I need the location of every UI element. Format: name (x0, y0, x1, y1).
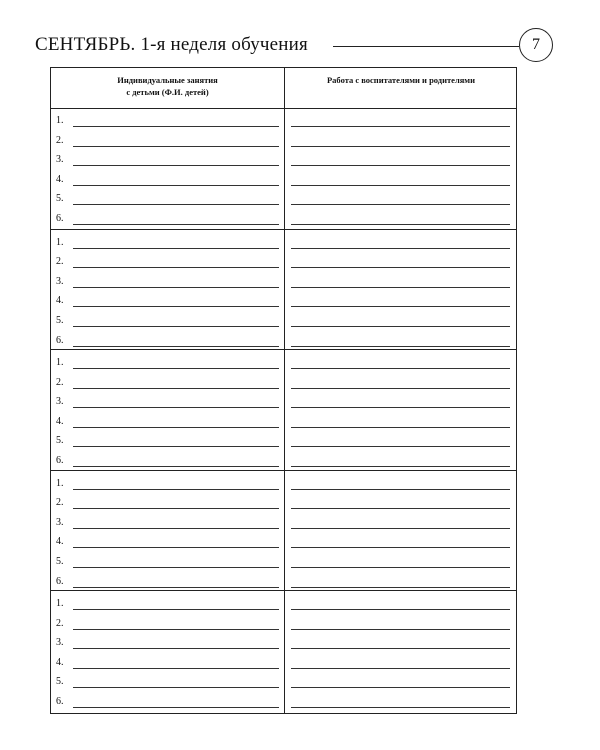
child-name-line[interactable] (73, 407, 279, 408)
child-name-line[interactable] (73, 547, 279, 548)
row-number: 5. (56, 435, 64, 447)
row-number: 5. (56, 555, 64, 567)
work-note-line[interactable] (291, 587, 510, 588)
child-name-line[interactable] (73, 687, 279, 688)
child-name-line[interactable] (73, 388, 279, 389)
work-note-line[interactable] (291, 648, 510, 649)
work-note-line[interactable] (291, 687, 510, 688)
child-name-line[interactable] (73, 567, 279, 568)
work-note-line[interactable] (291, 528, 510, 529)
work-note-line[interactable] (291, 224, 510, 225)
child-name-line[interactable] (73, 185, 279, 186)
row-number: 3. (56, 516, 64, 528)
child-name-line[interactable] (73, 466, 279, 467)
row-number: 1. (56, 236, 64, 248)
row-number: 2. (56, 134, 64, 146)
child-name-line[interactable] (73, 427, 279, 428)
child-name-line[interactable] (73, 446, 279, 447)
row-number: 4. (56, 536, 64, 548)
child-name-line[interactable] (73, 528, 279, 529)
row-number: 2. (56, 497, 64, 509)
row-number: 5. (56, 193, 64, 205)
child-name-line[interactable] (73, 368, 279, 369)
row-number: 4. (56, 295, 64, 307)
work-note-line[interactable] (291, 326, 510, 327)
planner-table (50, 67, 517, 714)
header-rule (333, 46, 519, 47)
work-note-line[interactable] (291, 248, 510, 249)
work-note-line[interactable] (291, 668, 510, 669)
row-number: 6. (56, 575, 64, 587)
work-note-line[interactable] (291, 368, 510, 369)
child-name-line[interactable] (73, 204, 279, 205)
work-note-line[interactable] (291, 707, 510, 708)
child-name-line[interactable] (73, 609, 279, 610)
row-number: 2. (56, 376, 64, 388)
row-number: 1. (56, 115, 64, 126)
row-number: 3. (56, 154, 64, 166)
child-name-line[interactable] (73, 489, 279, 490)
page-header (35, 28, 540, 64)
work-note-line[interactable] (291, 489, 510, 490)
child-name-line[interactable] (73, 126, 279, 127)
row-number: 1. (56, 598, 64, 609)
work-note-line[interactable] (291, 306, 510, 307)
child-name-line[interactable] (73, 146, 279, 147)
child-name-line[interactable] (73, 707, 279, 708)
row-number: 2. (56, 617, 64, 629)
work-note-line[interactable] (291, 508, 510, 509)
child-name-line[interactable] (73, 629, 279, 630)
work-note-line[interactable] (291, 346, 510, 347)
child-name-line[interactable] (73, 508, 279, 509)
work-note-line[interactable] (291, 388, 510, 389)
column-header-individual-line1: Индивидуальные занятия (117, 75, 218, 85)
row-number: 6. (56, 696, 64, 707)
row-number: 6. (56, 455, 64, 466)
page-title: СЕНТЯБРЬ. 1-я неделя обучения (35, 34, 308, 55)
row-number: 6. (56, 213, 64, 224)
child-name-line[interactable] (73, 306, 279, 307)
row-number: 4. (56, 415, 64, 427)
child-name-line[interactable] (73, 587, 279, 588)
work-note-line[interactable] (291, 466, 510, 467)
column-header-individual (51, 74, 284, 98)
work-note-line[interactable] (291, 185, 510, 186)
row-number: 3. (56, 637, 64, 649)
page-number: 7 (519, 28, 553, 62)
work-note-line[interactable] (291, 146, 510, 147)
column-divider (284, 68, 285, 713)
child-name-line[interactable] (73, 326, 279, 327)
child-name-line[interactable] (73, 648, 279, 649)
row-number: 6. (56, 334, 64, 346)
work-note-line[interactable] (291, 629, 510, 630)
child-name-line[interactable] (73, 668, 279, 669)
work-note-line[interactable] (291, 287, 510, 288)
row-number: 5. (56, 676, 64, 688)
work-note-line[interactable] (291, 407, 510, 408)
work-note-line[interactable] (291, 267, 510, 268)
work-note-line[interactable] (291, 547, 510, 548)
work-note-line[interactable] (291, 204, 510, 205)
row-number: 4. (56, 656, 64, 668)
work-note-line[interactable] (291, 609, 510, 610)
row-number: 1. (56, 357, 64, 368)
work-note-line[interactable] (291, 446, 510, 447)
row-number: 3. (56, 275, 64, 287)
row-number: 5. (56, 314, 64, 326)
row-number: 4. (56, 173, 64, 185)
child-name-line[interactable] (73, 267, 279, 268)
child-name-line[interactable] (73, 224, 279, 225)
row-number: 2. (56, 256, 64, 268)
work-note-line[interactable] (291, 567, 510, 568)
row-number: 3. (56, 396, 64, 408)
child-name-line[interactable] (73, 165, 279, 166)
work-note-line[interactable] (291, 165, 510, 166)
work-note-line[interactable] (291, 427, 510, 428)
child-name-line[interactable] (73, 346, 279, 347)
column-header-work: Работа с воспитателями и родителями (326, 75, 475, 85)
column-header-individual-line2: с детьми (Ф.И. детей) (126, 87, 209, 97)
child-name-line[interactable] (73, 248, 279, 249)
work-note-line[interactable] (291, 126, 510, 127)
row-number: 1. (56, 477, 64, 489)
child-name-line[interactable] (73, 287, 279, 288)
